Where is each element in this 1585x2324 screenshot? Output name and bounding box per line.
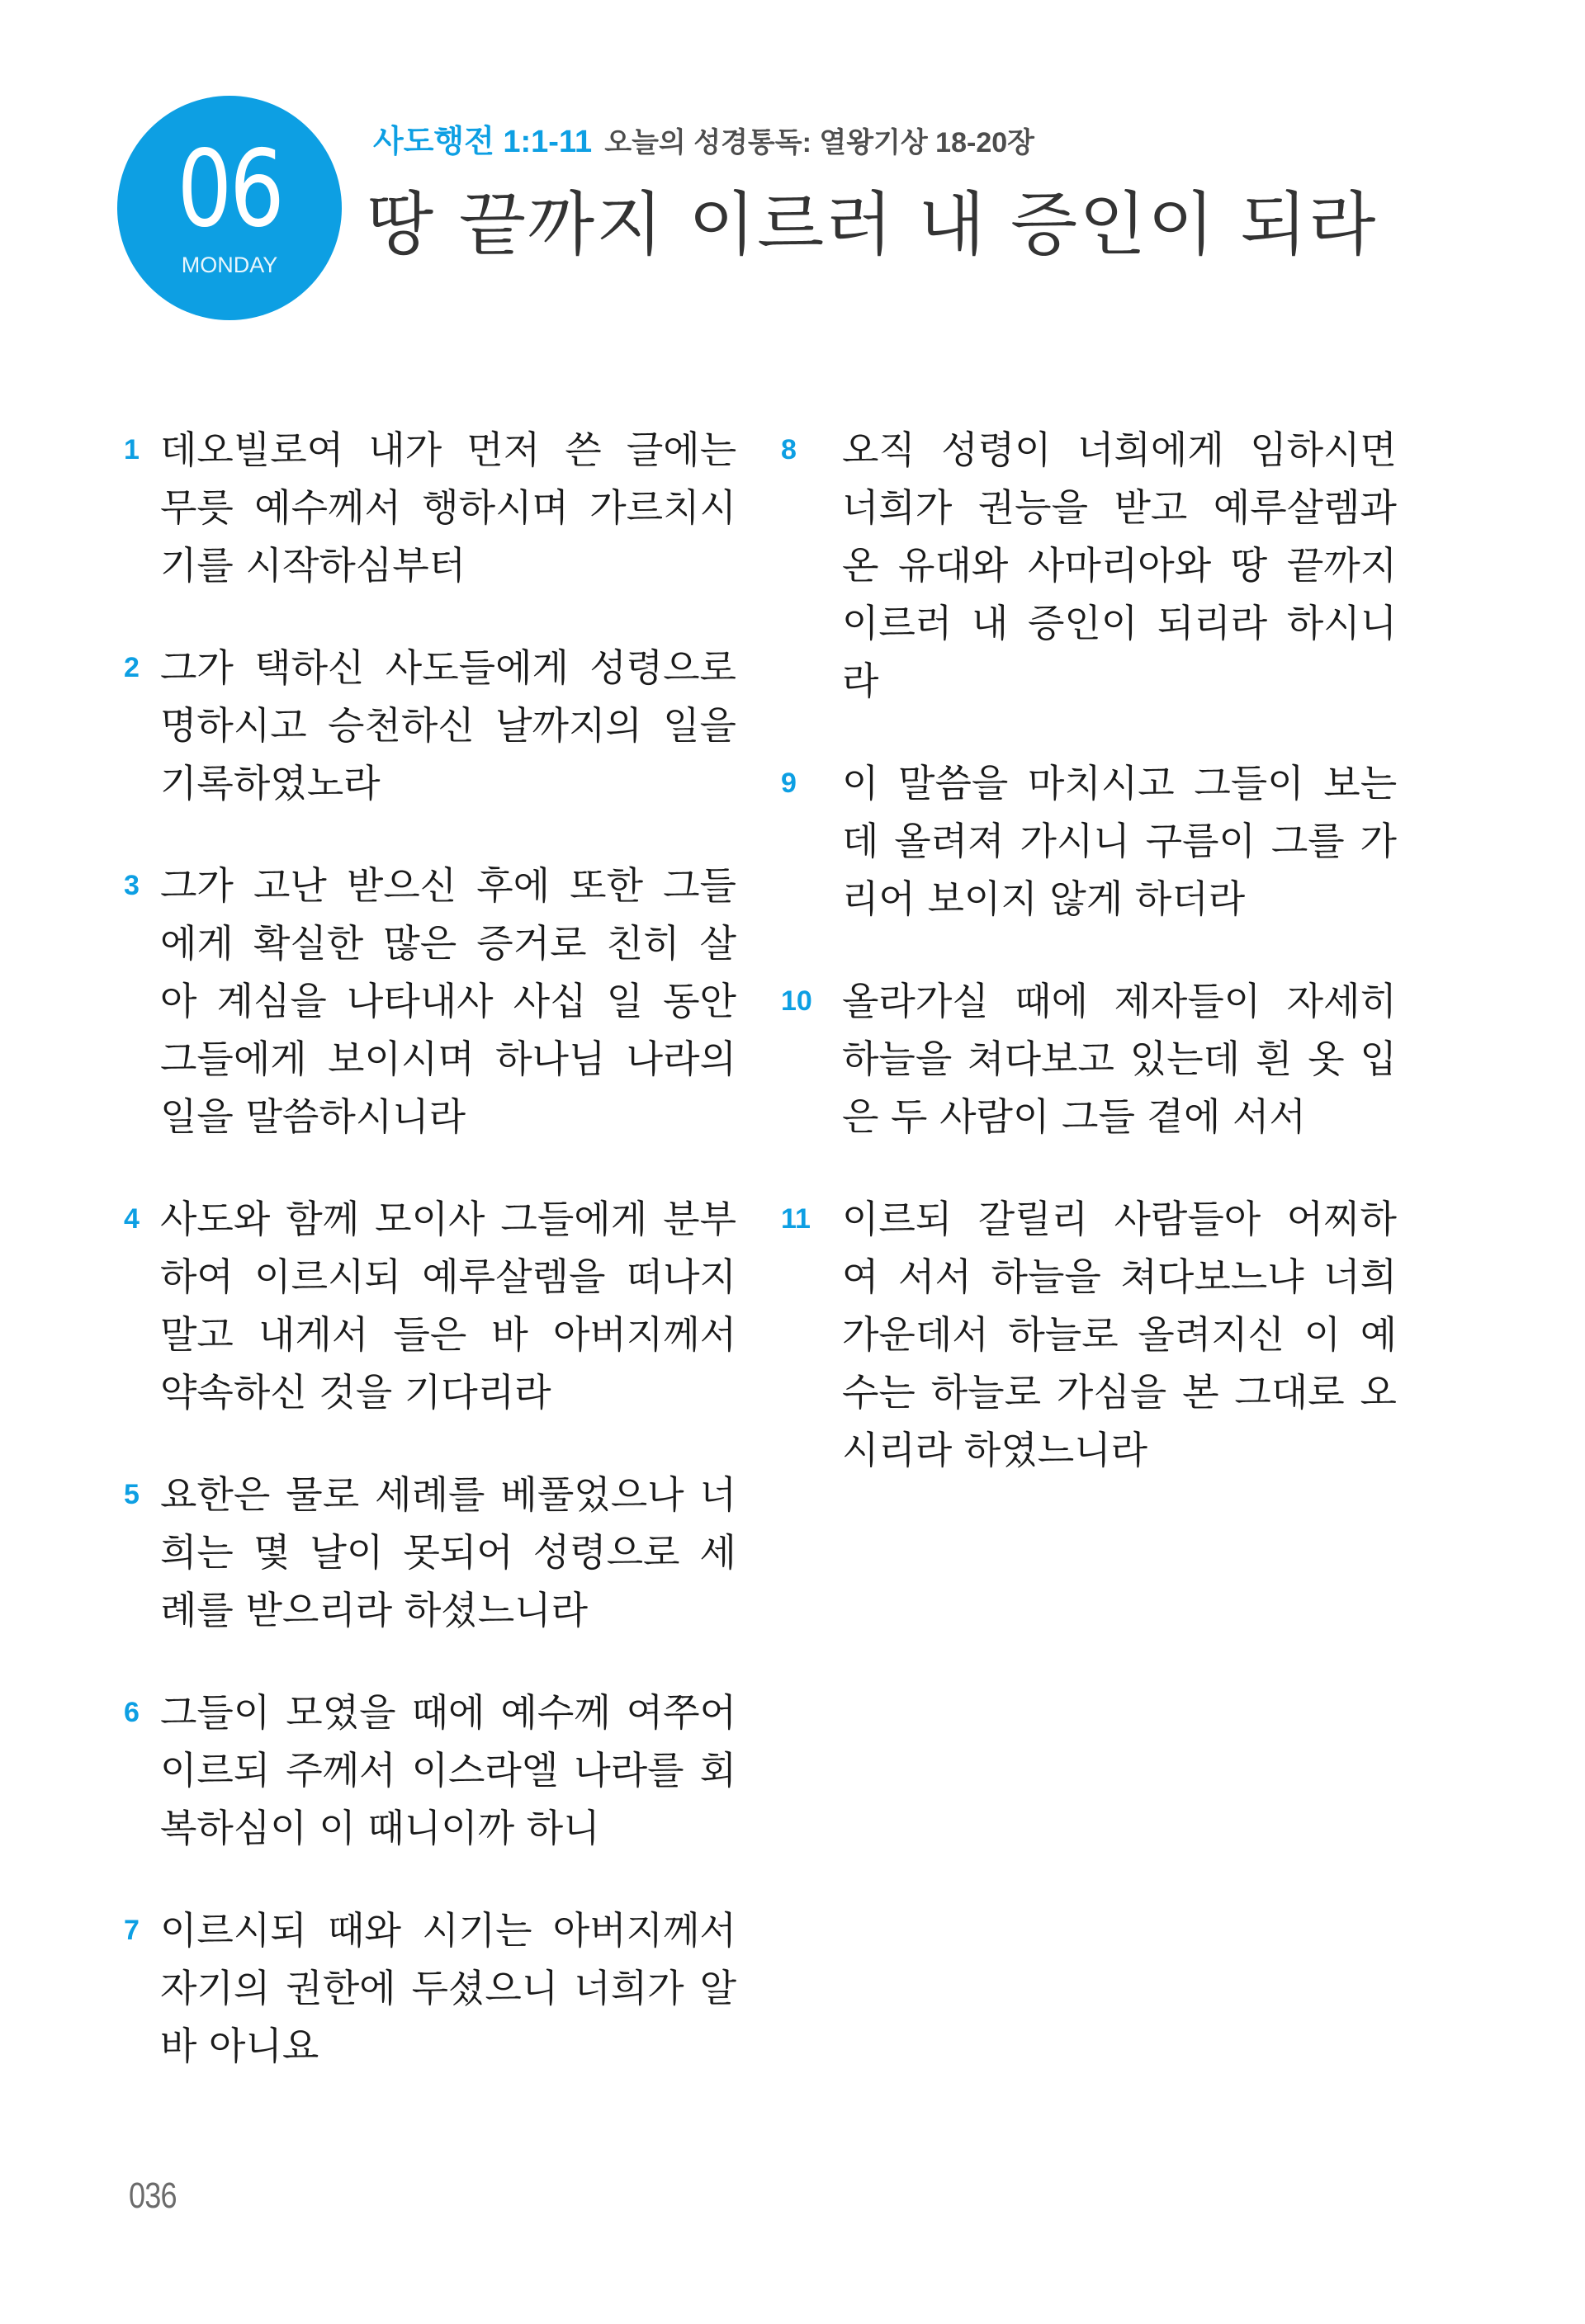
- verse-line: 너희가 권능을 받고 예루살렘과: [842, 485, 1397, 530]
- verse-text: [160, 857, 736, 1145]
- verse-line: 이르러 내 증인이 되리라 하시니: [842, 601, 1398, 645]
- passage-reference: 사도행전 1:1-11: [373, 125, 593, 159]
- daily-reading: 오늘의 성경통독: 열왕기상 18-20장: [604, 127, 1034, 158]
- verse-line: 시리라 하였느니라: [842, 1428, 1148, 1472]
- verse: [124, 1466, 736, 1639]
- verse: [124, 857, 736, 1145]
- verse: [124, 1901, 736, 2075]
- day-number: 06: [177, 128, 282, 251]
- verse-text: [160, 639, 736, 812]
- verse-text: [842, 421, 1397, 710]
- page-number: 036: [129, 2175, 177, 2216]
- verse-number: 6: [124, 1697, 140, 1728]
- verse-line: 사도와 함께 모이사 그들에게 분부: [160, 1197, 736, 1241]
- verse-line: 이르되 주께서 이스라엘 나라를 회: [160, 1748, 736, 1793]
- verse-number: 8: [781, 434, 797, 465]
- verse-line: 희는 몇 날이 못되어 성령으로 세: [160, 1530, 736, 1575]
- verse-line: 복하심이 이 때니이까 하니: [160, 1806, 600, 1850]
- verse-line: 오직 성령이 너희에게 임하시면: [842, 427, 1397, 472]
- verse-line: 리어 보이지 않게 하더라: [842, 876, 1246, 921]
- page-title: 땅 끝까지 이르러 내 증인이 되라: [367, 184, 1378, 265]
- verse-line: 이르되 갈릴리 사람들아 어찌하: [842, 1197, 1397, 1241]
- verse-column-right: [781, 421, 1397, 1523]
- verse-line: 요한은 물로 세례를 베풀었으나 너: [160, 1472, 736, 1517]
- verse-line: 례를 받으리라 하셨느니라: [160, 1588, 589, 1632]
- verse-line: 여 서서 하늘을 쳐다보느냐 너희: [842, 1254, 1398, 1299]
- verse-number: 10: [781, 985, 812, 1017]
- verse-number: 7: [124, 1915, 140, 1946]
- verse-line: 그가 택하신 사도들에게 성령으로: [160, 645, 736, 690]
- verse: [124, 421, 736, 594]
- verse: [781, 972, 1397, 1145]
- verse-text: [160, 1190, 736, 1421]
- verse: [124, 639, 736, 812]
- passage-header: [373, 124, 1034, 166]
- verse-line: 그들에게 보이시며 하나님 나라의: [160, 1037, 736, 1081]
- verse-line: 라: [842, 659, 879, 703]
- verse-number: 11: [781, 1203, 811, 1235]
- day-badge: [117, 96, 342, 320]
- verse-text: [160, 421, 736, 594]
- verse-line: 그가 고난 받으신 후에 또한 그들: [160, 863, 736, 908]
- verse-number: 9: [781, 768, 797, 799]
- verse-line: 그들이 모였을 때에 예수께 여쭈어: [160, 1690, 736, 1735]
- verse-line: 명하시고 승천하신 날까지의 일을: [160, 703, 736, 748]
- verse-line: 약속하신 것을 기다리라: [160, 1370, 551, 1415]
- verse-line: 가운데서 하늘로 올려지신 이 예: [842, 1312, 1398, 1357]
- verse-line: 아 계심을 나타내사 사십 일 동안: [160, 979, 736, 1023]
- verse-text: [160, 1466, 736, 1639]
- verse-text: [842, 754, 1397, 928]
- verse-number: 1: [124, 434, 140, 465]
- verse-line: 이 말씀을 마치시고 그들이 보는: [842, 761, 1398, 805]
- verse-number: 5: [124, 1479, 140, 1510]
- verse-line: 하여 이르시되 예루살렘을 떠나지: [160, 1254, 736, 1299]
- verse-line: 올라가실 때에 제자들이 자세히: [842, 979, 1397, 1023]
- verse-line: 에게 확실한 많은 증거로 친히 살: [160, 921, 736, 966]
- weekday-label: MONDAY: [181, 253, 278, 277]
- verse-line: 데오빌로여 내가 먼저 쓴 글에는: [160, 427, 737, 472]
- verse-line: 이르시되 때와 시기는 아버지께서: [160, 1908, 736, 1953]
- verse-line: 기를 시작하심부터: [160, 543, 466, 588]
- verse-line: 수는 하늘로 가심을 본 그대로 오: [842, 1370, 1397, 1415]
- verse: [781, 421, 1397, 710]
- verse-line: 데 올려져 가시니 구름이 그를 가: [842, 819, 1397, 863]
- verse-column-left: [124, 421, 736, 2119]
- verse-line: 온 유대와 사마리아와 땅 끝까지: [842, 543, 1398, 588]
- verse-text: [160, 1684, 736, 1857]
- verse-number: 3: [124, 870, 140, 901]
- verse-number: 4: [124, 1203, 140, 1235]
- verse: [124, 1684, 736, 1857]
- verse-text: [842, 972, 1397, 1145]
- verse-line: 바 아니요: [160, 2024, 319, 2068]
- verse: [781, 754, 1397, 928]
- verse-line: 은 두 사람이 그들 곁에 서서: [842, 1094, 1306, 1139]
- verse-line: 말고 내게서 들은 바 아버지께서: [160, 1312, 737, 1357]
- verse-number: 2: [124, 652, 140, 683]
- verse-text: [160, 1901, 736, 2075]
- verse-line: 자기의 권한에 두셨으니 너희가 알: [160, 1966, 736, 2010]
- verse-line: 하늘을 쳐다보고 있는데 흰 옷 입: [842, 1037, 1397, 1081]
- verse-line: 무릇 예수께서 행하시며 가르치시: [160, 485, 736, 530]
- verse: [124, 1190, 736, 1421]
- verse-text: [842, 1190, 1397, 1479]
- verse-line: 일을 말씀하시니라: [160, 1094, 466, 1139]
- verse: [781, 1190, 1397, 1479]
- verse-line: 기록하였노라: [160, 761, 381, 805]
